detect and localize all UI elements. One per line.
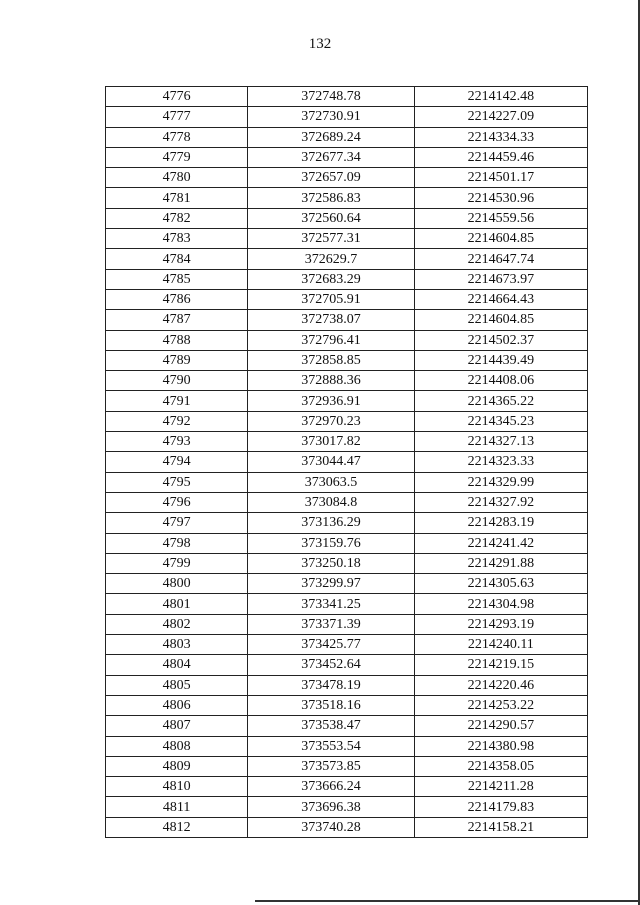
x-coordinate-cell: 372888.36 (248, 371, 414, 391)
y-coordinate-cell: 2214380.98 (414, 736, 587, 756)
table-row (106, 533, 588, 553)
x-coordinate-cell: 373425.77 (248, 635, 414, 655)
table-row (106, 107, 588, 127)
table-body (106, 87, 588, 838)
point-number-cell: 4811 (106, 797, 248, 817)
table-row (106, 452, 588, 472)
table-row (106, 635, 588, 655)
y-coordinate-cell: 2214293.19 (414, 614, 587, 634)
table-row (106, 188, 588, 208)
y-coordinate-cell: 2214530.96 (414, 188, 587, 208)
x-coordinate-cell: 372577.31 (248, 229, 414, 249)
page-number: 132 (308, 36, 332, 52)
y-coordinate-cell: 2214327.92 (414, 492, 587, 512)
table-row (106, 147, 588, 167)
point-number-cell: 4783 (106, 229, 248, 249)
table-row (106, 817, 588, 837)
y-coordinate-cell: 2214647.74 (414, 249, 587, 269)
point-number-cell: 4784 (106, 249, 248, 269)
y-coordinate-cell: 2214323.33 (414, 452, 587, 472)
point-number-cell: 4788 (106, 330, 248, 350)
y-coordinate-cell: 2214559.56 (414, 208, 587, 228)
point-number-cell: 4800 (106, 574, 248, 594)
y-coordinate-cell: 2214253.22 (414, 695, 587, 715)
point-number-cell: 4792 (106, 411, 248, 431)
y-coordinate-cell: 2214408.06 (414, 371, 587, 391)
point-number-cell: 4787 (106, 310, 248, 330)
table-row (106, 229, 588, 249)
x-coordinate-cell: 372677.34 (248, 147, 414, 167)
scan-edge-bottom (255, 900, 640, 902)
y-coordinate-cell: 2214501.17 (414, 168, 587, 188)
table-row (106, 127, 588, 147)
table-row (106, 269, 588, 289)
point-number-cell: 4779 (106, 147, 248, 167)
x-coordinate-cell: 372629.7 (248, 249, 414, 269)
y-coordinate-cell: 2214211.28 (414, 777, 587, 797)
x-coordinate-cell: 373084.8 (248, 492, 414, 512)
x-coordinate-cell: 373044.47 (248, 452, 414, 472)
x-coordinate-cell: 373371.39 (248, 614, 414, 634)
x-coordinate-cell: 373452.64 (248, 655, 414, 675)
point-number-cell: 4782 (106, 208, 248, 228)
x-coordinate-cell: 372689.24 (248, 127, 414, 147)
table-row (106, 655, 588, 675)
point-number-cell: 4778 (106, 127, 248, 147)
point-number-cell: 4794 (106, 452, 248, 472)
point-number-cell: 4781 (106, 188, 248, 208)
x-coordinate-cell: 372970.23 (248, 411, 414, 431)
y-coordinate-cell: 2214358.05 (414, 756, 587, 776)
table-row (106, 168, 588, 188)
y-coordinate-cell: 2214334.33 (414, 127, 587, 147)
point-number-cell: 4777 (106, 107, 248, 127)
x-coordinate-cell: 372560.64 (248, 208, 414, 228)
point-number-cell: 4780 (106, 168, 248, 188)
table-row (106, 695, 588, 715)
table-row (106, 594, 588, 614)
point-number-cell: 4790 (106, 371, 248, 391)
y-coordinate-cell: 2214664.43 (414, 289, 587, 309)
x-coordinate-cell: 372586.83 (248, 188, 414, 208)
table-row (106, 432, 588, 452)
table-row (106, 574, 588, 594)
table-row (106, 797, 588, 817)
table-row (106, 87, 588, 107)
point-number-cell: 4808 (106, 736, 248, 756)
x-coordinate-cell: 372796.41 (248, 330, 414, 350)
point-number-cell: 4805 (106, 675, 248, 695)
point-number-cell: 4796 (106, 492, 248, 512)
table-row (106, 472, 588, 492)
y-coordinate-cell: 2214283.19 (414, 513, 587, 533)
y-coordinate-cell: 2214158.21 (414, 817, 587, 837)
y-coordinate-cell: 2214304.98 (414, 594, 587, 614)
point-number-cell: 4806 (106, 695, 248, 715)
point-number-cell: 4809 (106, 756, 248, 776)
table-row (106, 513, 588, 533)
table-row (106, 411, 588, 431)
point-number-cell: 4810 (106, 777, 248, 797)
y-coordinate-cell: 2214345.23 (414, 411, 587, 431)
y-coordinate-cell: 2214459.46 (414, 147, 587, 167)
x-coordinate-cell: 373740.28 (248, 817, 414, 837)
x-coordinate-cell: 373136.29 (248, 513, 414, 533)
x-coordinate-cell: 373250.18 (248, 553, 414, 573)
y-coordinate-cell: 2214220.46 (414, 675, 587, 695)
table-row (106, 249, 588, 269)
table-row (106, 614, 588, 634)
y-coordinate-cell: 2214227.09 (414, 107, 587, 127)
x-coordinate-cell: 373553.54 (248, 736, 414, 756)
y-coordinate-cell: 2214329.99 (414, 472, 587, 492)
x-coordinate-cell: 372657.09 (248, 168, 414, 188)
point-number-cell: 4791 (106, 391, 248, 411)
x-coordinate-cell: 372730.91 (248, 107, 414, 127)
y-coordinate-cell: 2214142.48 (414, 87, 587, 107)
x-coordinate-cell: 373299.97 (248, 574, 414, 594)
x-coordinate-cell: 373159.76 (248, 533, 414, 553)
x-coordinate-cell: 373573.85 (248, 756, 414, 776)
table-row (106, 492, 588, 512)
x-coordinate-cell: 373538.47 (248, 716, 414, 736)
table-row (106, 716, 588, 736)
x-coordinate-cell: 372683.29 (248, 269, 414, 289)
table-row (106, 330, 588, 350)
table-row (106, 777, 588, 797)
x-coordinate-cell: 373666.24 (248, 777, 414, 797)
point-number-cell: 4785 (106, 269, 248, 289)
table-row (106, 553, 588, 573)
y-coordinate-cell: 2214673.97 (414, 269, 587, 289)
y-coordinate-cell: 2214365.22 (414, 391, 587, 411)
table-row (106, 310, 588, 330)
point-number-cell: 4804 (106, 655, 248, 675)
x-coordinate-cell: 372858.85 (248, 350, 414, 370)
point-number-cell: 4795 (106, 472, 248, 492)
table-row (106, 289, 588, 309)
table-row (106, 675, 588, 695)
y-coordinate-cell: 2214604.85 (414, 229, 587, 249)
point-number-cell: 4797 (106, 513, 248, 533)
x-coordinate-cell: 372705.91 (248, 289, 414, 309)
point-number-cell: 4807 (106, 716, 248, 736)
point-number-cell: 4793 (106, 432, 248, 452)
table-row (106, 756, 588, 776)
y-coordinate-cell: 2214290.57 (414, 716, 587, 736)
x-coordinate-cell: 373696.38 (248, 797, 414, 817)
point-number-cell: 4802 (106, 614, 248, 634)
point-number-cell: 4801 (106, 594, 248, 614)
point-number-cell: 4798 (106, 533, 248, 553)
point-number-cell: 4799 (106, 553, 248, 573)
table-row (106, 208, 588, 228)
y-coordinate-cell: 2214219.15 (414, 655, 587, 675)
x-coordinate-cell: 373478.19 (248, 675, 414, 695)
x-coordinate-cell: 373518.16 (248, 695, 414, 715)
y-coordinate-cell: 2214327.13 (414, 432, 587, 452)
table-row (106, 736, 588, 756)
y-coordinate-cell: 2214604.85 (414, 310, 587, 330)
x-coordinate-cell: 372748.78 (248, 87, 414, 107)
coordinate-table (105, 86, 588, 838)
y-coordinate-cell: 2214291.88 (414, 553, 587, 573)
point-number-cell: 4776 (106, 87, 248, 107)
x-coordinate-cell: 372936.91 (248, 391, 414, 411)
y-coordinate-cell: 2214179.83 (414, 797, 587, 817)
x-coordinate-cell: 373063.5 (248, 472, 414, 492)
x-coordinate-cell: 372738.07 (248, 310, 414, 330)
y-coordinate-cell: 2214241.42 (414, 533, 587, 553)
y-coordinate-cell: 2214502.37 (414, 330, 587, 350)
y-coordinate-cell: 2214305.63 (414, 574, 587, 594)
table-row (106, 391, 588, 411)
point-number-cell: 4786 (106, 289, 248, 309)
point-number-cell: 4803 (106, 635, 248, 655)
table-row (106, 371, 588, 391)
y-coordinate-cell: 2214439.49 (414, 350, 587, 370)
y-coordinate-cell: 2214240.11 (414, 635, 587, 655)
point-number-cell: 4789 (106, 350, 248, 370)
table-row (106, 350, 588, 370)
x-coordinate-cell: 373341.25 (248, 594, 414, 614)
point-number-cell: 4812 (106, 817, 248, 837)
x-coordinate-cell: 373017.82 (248, 432, 414, 452)
